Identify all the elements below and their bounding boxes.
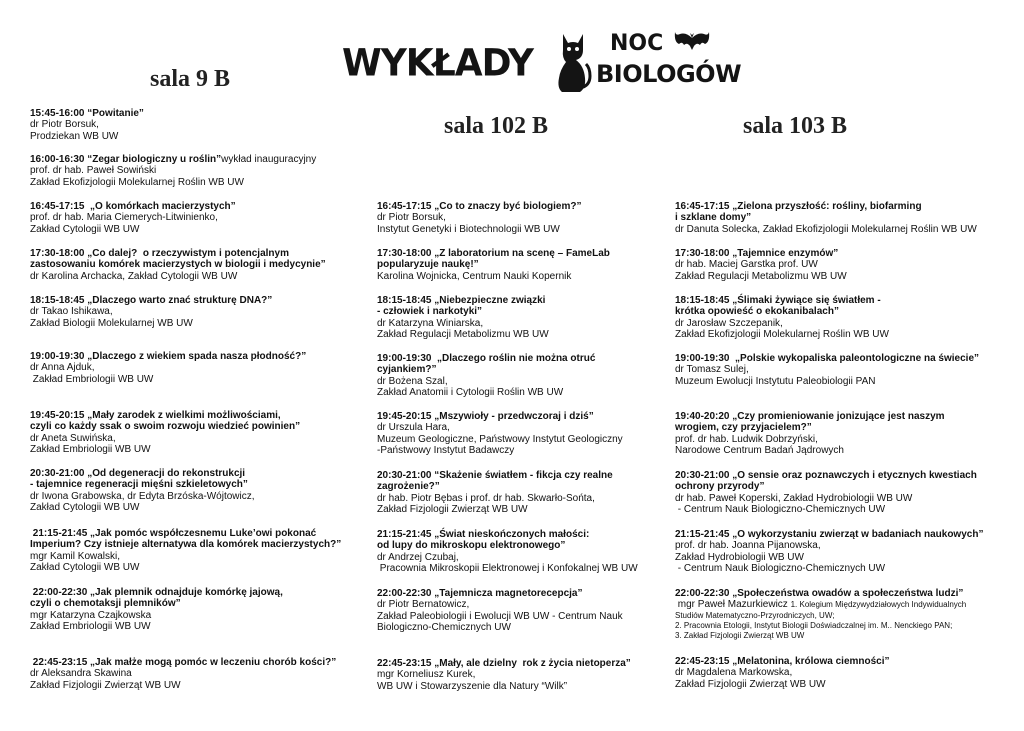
talk-title: 16:45-17:15 „Co to znaczy być biologiem?”: [377, 201, 582, 212]
talk-item: [30, 410, 370, 456]
talk-title: od lupy do mikroskopu elektronowego”: [377, 540, 566, 552]
talk-affiliation: Zakład Regulacji Metabolizmu WB UW: [377, 329, 549, 341]
schedule-column-9b: [30, 0, 370, 731]
room-heading-102b: sala 102 B: [444, 113, 549, 139]
talk-title: 22:00-22:30 „Jak plemnik odnajduje komórkę jajową,: [30, 587, 283, 598]
talk-speaker: dr Iwona Grabowska, dr Edyta Brzóska-Wójtowicz,: [30, 490, 255, 502]
talk-item: [377, 295, 717, 341]
talk-item: [30, 108, 370, 142]
talk-speaker: dr Urszula Hara,: [377, 422, 450, 434]
talk-title: 22:00-22:30 „Tajemnicza magnetorecepcja”: [377, 588, 583, 599]
talk-affiliation: - Centrum Nauk Biologiczno-Chemicznych UW: [675, 563, 886, 575]
talk-affiliation: Prodziekan WB UW: [30, 130, 119, 142]
talk-item: [675, 201, 1015, 235]
talk-item: [30, 154, 370, 188]
talk-affiliation: Zakład Hydrobiologii WB UW: [675, 551, 804, 563]
talk-speaker: dr Katarzyna Winiarska,: [377, 317, 484, 329]
talk-speaker: mgr Katarzyna Czajkowska: [30, 609, 152, 621]
talk-speaker: prof. dr hab. Maria Ciemerych-Litwinienko,: [30, 212, 218, 224]
talk-item: [30, 587, 370, 633]
talk-speaker: prof. dr hab. Ludwik Dobrzyński,: [675, 433, 818, 445]
schedule-column-102b: [377, 0, 717, 731]
talk-title: 16:00-16:30 “Zegar biologiczny u roślin”: [30, 154, 222, 165]
talk-title: - tajemnice regeneracji mięśni szkieletowych”: [30, 479, 248, 491]
schedule-column-103b: [675, 0, 1015, 731]
talk-speaker: dr Takao Ishikawa,: [30, 306, 113, 318]
room-heading-9b: sala 9 B: [150, 66, 231, 92]
talk-title: Imperium? Czy istnieje alternatywa dla komórek macierzystych?”: [30, 539, 342, 551]
talk-title: 16:45-17:15 „Zielona przyszłość: rośliny, biofarming: [675, 201, 922, 212]
talk-affiliation: Studiów Matematyczno-Przyrodniczych, UW;: [675, 610, 835, 620]
talk-title: ochrony przyrody”: [675, 481, 765, 493]
talk-item: [675, 470, 1015, 516]
talk-affiliation: WB UW i Stowarzyszenie dla Natury “Wilk”: [377, 680, 568, 692]
talk-title: 17:30-18:00 „Z laboratorium na scenę – FameLab: [377, 248, 610, 259]
talk-affiliation: Zakład Cytologii WB UW: [30, 562, 140, 574]
talk-speaker: dr hab. Paweł Koperski, Zakład Hydrobiologii WB UW: [675, 492, 913, 504]
talk-affiliation: Zakład Fizjologii Zwierząt WB UW: [30, 679, 181, 691]
talk-affiliation: Zakład Cytologii WB UW: [30, 223, 140, 235]
talk-speaker: dr Tomasz Sulej,: [675, 364, 749, 376]
talk-item: [30, 528, 370, 574]
talk-title: zagrożenie?”: [377, 481, 440, 493]
talk-affiliation: Biologiczno-Chemicznych UW: [377, 622, 511, 634]
talk-title: 19:00-19:30 „Dlaczego roślin nie można otruć: [377, 353, 596, 364]
talk-speaker: mgr Paweł Mazurkiewicz: [675, 599, 791, 611]
talk-item: [30, 657, 370, 691]
talk-speaker: dr hab. Piotr Bębas i prof. dr hab. Skwarło-Sońta,: [377, 492, 595, 504]
talk-speaker: dr hab. Maciej Garstka prof. UW: [675, 259, 818, 271]
talk-affiliation: Pracownia Mikroskopii Elektronowej i Konfokalnej WB UW: [377, 563, 638, 575]
talk-affiliation: - Centrum Nauk Biologiczno-Chemicznych UW: [675, 504, 886, 516]
talk-speaker: dr Magdalena Markowska,: [675, 667, 793, 679]
talk-title: 21:15-21:45 „Świat nieskończonych małości:: [377, 529, 590, 540]
talk-speaker: dr Aleksandra Skawina: [30, 668, 132, 680]
talk-item: [377, 353, 717, 399]
talk-title: zastosowaniu komórek macierzystych w biologii i medycynie”: [30, 259, 326, 271]
talk-speaker: dr Anna Ajduk,: [30, 362, 95, 374]
talk-affiliation: Zakład Cytologii WB UW: [30, 502, 140, 514]
talk-title: cyjankiem?”: [377, 364, 437, 376]
talk-speaker: mgr Kamil Kowalski,: [30, 550, 121, 562]
talk-item: [30, 295, 370, 329]
talk-affiliation: 1. Kolegium Międzywydziałowych Indywidualnych: [790, 600, 967, 610]
talk-speaker: dr Danuta Solecka, Zakład Ekofizjologii Molekularnej Roślin WB UW: [675, 223, 977, 235]
talk-title: 17:30-18:00 „Tajemnice enzymów”: [675, 248, 839, 259]
talk-affiliation: Zakład Embriologii WB UW: [30, 621, 151, 633]
talk-speaker: dr Aneta Suwińska,: [30, 432, 116, 444]
talk-item: [675, 656, 1015, 690]
talk-affiliation: Muzeum Geologiczne, Państwowy Instytut Geologiczny: [377, 433, 623, 445]
talk-speaker: dr Piotr Bernatowicz,: [377, 599, 470, 611]
talk-title: 16:45-17:15 „O komórkach macierzystych”: [30, 201, 236, 212]
talk-item: [30, 468, 370, 514]
talk-speaker: Karolina Wojnicka, Centrum Nauki Kopernik: [377, 270, 572, 282]
talk-title: 20:30-21:00 „Od degeneracji do rekonstrukcji: [30, 468, 246, 479]
talk-item: [377, 248, 717, 282]
talk-affiliation: Zakład Fizjologii Zwierząt WB UW: [377, 504, 528, 516]
talk-title: popularyzuje naukę!”: [377, 259, 479, 271]
talk-title-row: [30, 154, 370, 165]
talk-title-suffix: wykład inauguracyjny: [221, 154, 317, 165]
talk-affiliation: Zakład Biologii Molekularnej WB UW: [30, 317, 193, 329]
talk-affiliation: Narodowe Centrum Badań Jądrowych: [675, 445, 844, 457]
talk-affiliation: Zakład Fizjologii Zwierząt WB UW: [675, 678, 826, 690]
talk-title: - człowiek i narkotyki”: [377, 306, 483, 318]
talk-item: [675, 529, 1015, 575]
talk-speaker-row: [675, 599, 1015, 610]
talk-title: i szklane domy”: [675, 212, 752, 224]
talk-speaker: dr Jarosław Szczepanik,: [675, 317, 783, 329]
talk-title: 22:45-23:15 „Mały, ale dzielny rok z życia nietoperza”: [377, 658, 631, 669]
talk-speaker: dr Piotr Borsuk,: [377, 212, 446, 224]
talk-affiliation: Zakład Ekofizjologii Molekularnej Roślin WB UW: [675, 329, 889, 341]
talk-affiliation: Zakład Embriologii WB UW: [30, 373, 154, 385]
talk-affiliation: 3. Zakład Fizjologii Zwierząt WB UW: [675, 630, 805, 640]
headline: WYKŁADY: [342, 42, 533, 86]
talk-affiliation: Muzeum Ewolucji Instytutu Paleobiologii PAN: [675, 375, 876, 387]
talk-title: 20:30-21:00 „O sensie oraz poznawczych i etycznych kwestiach: [675, 470, 977, 481]
talk-title: 18:15-18:45 „Dlaczego warto znać strukturę DNA?”: [30, 295, 273, 306]
talk-affiliation: Zakład Embriologii WB UW: [30, 444, 151, 456]
talk-title: 20:30-21:00 “Skażenie światłem - fikcja czy realne: [377, 470, 613, 481]
talk-affiliation: Zakład Anatomii i Cytologii Roślin WB UW: [377, 387, 564, 399]
talk-affiliation: 2. Pracownia Etologii, Instytut Biologii Doświadczalnej im. M.. Nenckiego PAN;: [675, 620, 953, 630]
talk-item: [377, 470, 717, 516]
talk-item: [675, 248, 1015, 282]
talk-title: czyli o chemotaksji plemników”: [30, 598, 181, 610]
talk-affiliation: Instytut Genetyki i Biotechnologii WB UW: [377, 223, 560, 235]
talk-title: 21:15-21:45 „Jak pomóc współczesnemu Luke’owi pokonać: [30, 528, 317, 539]
talk-title: 18:15-18:45 „Ślimaki żywiące się światłem -: [675, 295, 881, 306]
talk-title: 22:00-22:30 „Społeczeństwa owadów a społeczeństwa ludzi”: [675, 588, 964, 599]
talk-speaker: prof. dr hab. Paweł Sowiński: [30, 165, 157, 177]
talk-item: [30, 201, 370, 235]
talk-title: 18:15-18:45 „Niebezpieczne związki: [377, 295, 546, 306]
talk-item: [675, 295, 1015, 341]
talk-affiliation: Zakład Paleobiologii i Ewolucji WB UW - Centrum Nauk: [377, 610, 623, 622]
talk-title: 19:45-20:15 „Mszywioły - przedwczoraj i dziś”: [377, 411, 594, 422]
talk-item: [377, 658, 717, 692]
talk-title: czyli co każdy ssak o swoim rozwoju wiedzieć powinien”: [30, 421, 301, 433]
talk-speaker: dr Piotr Borsuk,: [30, 119, 99, 131]
talk-title: 15:45-16:00 “Powitanie”: [30, 108, 144, 119]
talk-title: 22:45-23:15 „Melatonina, królowa ciemności”: [675, 656, 890, 667]
talk-speaker: dr Bożena Szal,: [377, 375, 448, 387]
talk-item: [30, 351, 370, 385]
talk-item: [377, 588, 717, 634]
talk-item: [675, 411, 1015, 457]
talk-speaker: dr Andrzej Czubaj,: [377, 551, 459, 563]
talk-title: 19:40-20:20 „Czy promieniowanie jonizujące jest naszym: [675, 411, 945, 422]
talk-title: 19:00-19:30 „Dlaczego z wiekiem spada nasza płodność?”: [30, 351, 307, 362]
talk-item: [675, 588, 1015, 641]
talk-title: 21:15-21:45 „O wykorzystaniu zwierząt w badaniach naukowych”: [675, 529, 984, 540]
logo-line-biologow: BIOLOGÓW: [596, 60, 742, 88]
talk-item: [377, 201, 717, 235]
talk-title: 22:45-23:15 „Jak małże mogą pomóc w leczeniu chorób kości?”: [30, 657, 337, 668]
talk-title: 17:30-18:00 „Co dalej? o rzeczywistym i potencjalnym: [30, 248, 289, 259]
talk-title: 19:45-20:15 „Mały zarodek z wielkimi możliwościami,: [30, 410, 281, 421]
talk-speaker: mgr Korneliusz Kurek,: [377, 669, 476, 681]
room-heading-103b: sala 103 B: [743, 113, 848, 139]
talk-affiliation: Zakład Regulacji Metabolizmu WB UW: [675, 270, 847, 282]
talk-affiliation: -Państwowy Instytut Badawczy: [377, 445, 515, 457]
talk-item: [675, 353, 1015, 387]
talk-speaker: prof. dr hab. Joanna Pijanowska,: [675, 540, 821, 552]
talk-affiliation: Zakład Ekofizjologii Molekularnej Roślin WB UW: [30, 176, 244, 188]
talk-item: [377, 411, 717, 457]
logo-line-noc: NOC: [610, 31, 664, 56]
talk-title: wrogiem, czy przyjacielem?”: [675, 422, 812, 434]
talk-title: krótka opowieść o ekokanibalach”: [675, 306, 839, 318]
talk-title: 19:00-19:30 „Polskie wykopaliska paleontologiczne na świecie”: [675, 353, 980, 364]
talk-item: [30, 248, 370, 282]
talk-item: [377, 529, 717, 575]
talk-speaker: dr Karolina Archacka, Zakład Cytologii WB UW: [30, 270, 238, 282]
